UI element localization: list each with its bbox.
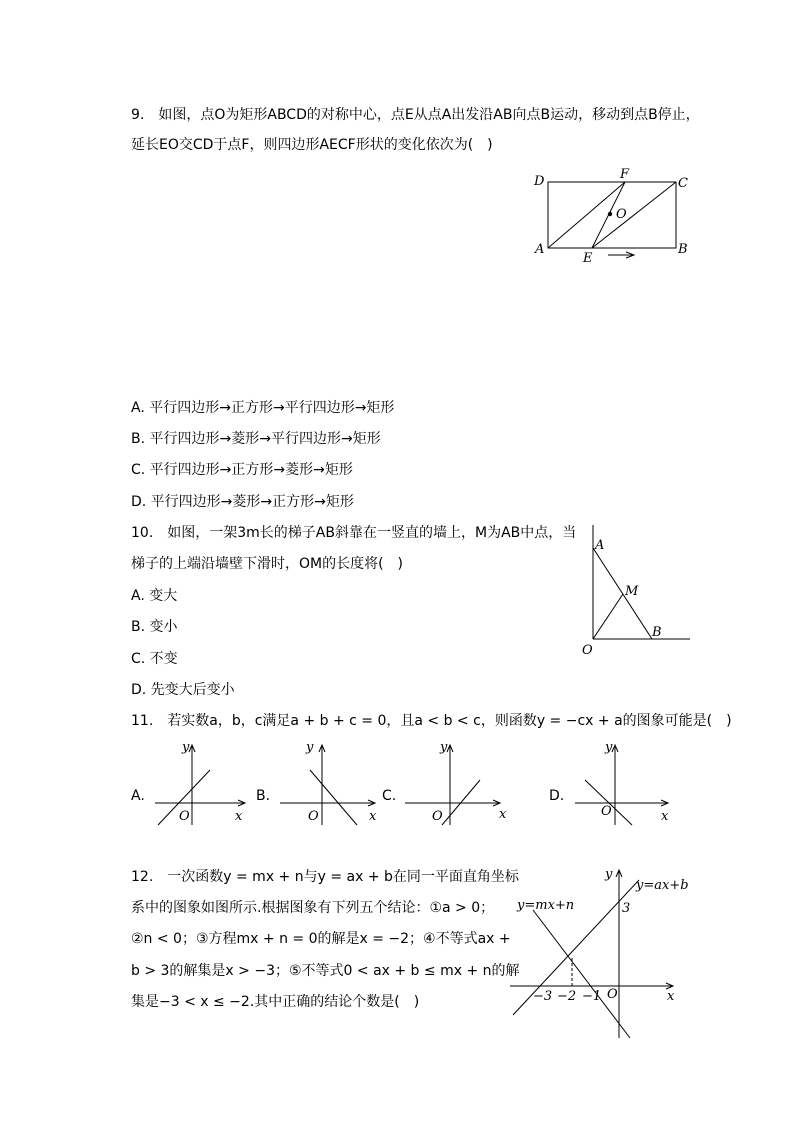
svg-text:y=ax+b: y=ax+b [636,878,689,893]
label-f: F [620,167,630,182]
q10-option-c: C. 不变 [131,651,178,667]
label-m: M [625,584,639,599]
q10-option-b: B. 变小 [131,619,178,635]
label-o: O [616,207,627,222]
line-mx-n [533,910,630,1038]
svg-text:x: x [661,809,669,824]
svg-text:x: x [369,809,377,824]
q11-stem: 11. 若实数a，b，c满足a + b + c = 0，且a < b < c，则函数y = −cx + a的图象可能是( ) [131,713,732,729]
svg-text:x: x [667,989,675,1004]
q9-stem-line2: 延长EO交CD于点F，则四边形AECF形状的变化依次为( ) [131,137,493,153]
q11-option-b-letter: B. [256,788,271,804]
rectangle-abcd [548,182,676,248]
svg-text:O: O [432,809,443,824]
q11-option-c-letter: C. [382,788,397,804]
q11-option-b-graph [275,740,385,830]
q12-line4: b > 3的解集是x > −3；⑤不等式0 < ax + b ≤ mx + n的解 [131,963,520,979]
label-a: A [595,538,605,553]
q10-figure [578,520,698,660]
svg-text:y=mx+n: y=mx+n [517,898,575,913]
q12-line2: 系中的图象如图所示.根据图象有下列五个结论：①a > 0； [131,900,495,916]
label-b: B [678,242,688,257]
q11-option-a-letter: A. [131,788,145,804]
q10-option-a: A. 变大 [131,588,178,604]
q10-stem-line1: 10. 如图，一架3m长的梯子AB斜靠在一竖直的墙上，M为AB中点，当 [131,525,577,541]
q9-stem-line1: 9. 如图，点O为矩形ABCD的对称中心，点E从点A出发沿AB向点B运动，移动到点B停止， [131,107,700,123]
svg-text:y: y [440,740,448,755]
svg-text:−2: −2 [557,989,577,1004]
label-b: B [652,625,662,640]
q9-option-a: A. 平行四边形→正方形→平行四边形→矩形 [131,400,395,416]
q11-option-d-graph [570,740,680,830]
segment-af [548,182,625,248]
svg-text:O: O [607,987,618,1002]
svg-text:y: y [182,740,190,755]
svg-text:x: x [235,809,243,824]
q10-option-d: D. 先变大后变小 [131,682,235,698]
q9-option-b: B. 平行四边形→菱形→平行四边形→矩形 [131,431,381,447]
q12-line1: 12. 一次函数y = mx + n与y = ax + b在同一平面直角坐标 [131,869,519,885]
svg-text:O: O [601,804,612,819]
svg-text:y: y [605,867,613,882]
svg-text:O: O [179,809,190,824]
center-point-o [608,212,612,216]
label-e: E [583,251,593,266]
svg-text:y: y [605,740,613,755]
segment-ec [592,182,676,248]
svg-text:y: y [306,740,314,755]
svg-text:3: 3 [622,901,631,916]
q11-option-d-letter: D. [549,788,565,804]
label-o: O [582,643,593,658]
q9-option-c: C. 平行四边形→正方形→菱形→矩形 [131,462,353,478]
q11-option-a-graph [150,740,250,830]
q10-stem-line2: 梯子的上端沿墙壁下滑时，OM的长度将( ) [131,556,404,572]
q9-figure [530,165,700,265]
q12-figure [505,862,705,1042]
segment-om [593,594,623,639]
svg-text:−3: −3 [533,989,553,1004]
q9-option-d: D. 平行四边形→菱形→正方形→矩形 [131,494,354,510]
svg-text:−1: −1 [582,989,602,1004]
label-d: D [534,174,545,189]
q11-option-c-graph [400,740,515,830]
label-c: C [678,176,688,191]
label-a: A [535,242,545,257]
svg-text:O: O [308,809,319,824]
q12-line3: ②n < 0；③方程mx + n = 0的解是x = −2；④不等式ax + [131,931,511,947]
q12-line5: 集是−3 < x ≤ −2.其中正确的结论个数是( ) [131,994,420,1010]
svg-text:x: x [499,807,507,822]
